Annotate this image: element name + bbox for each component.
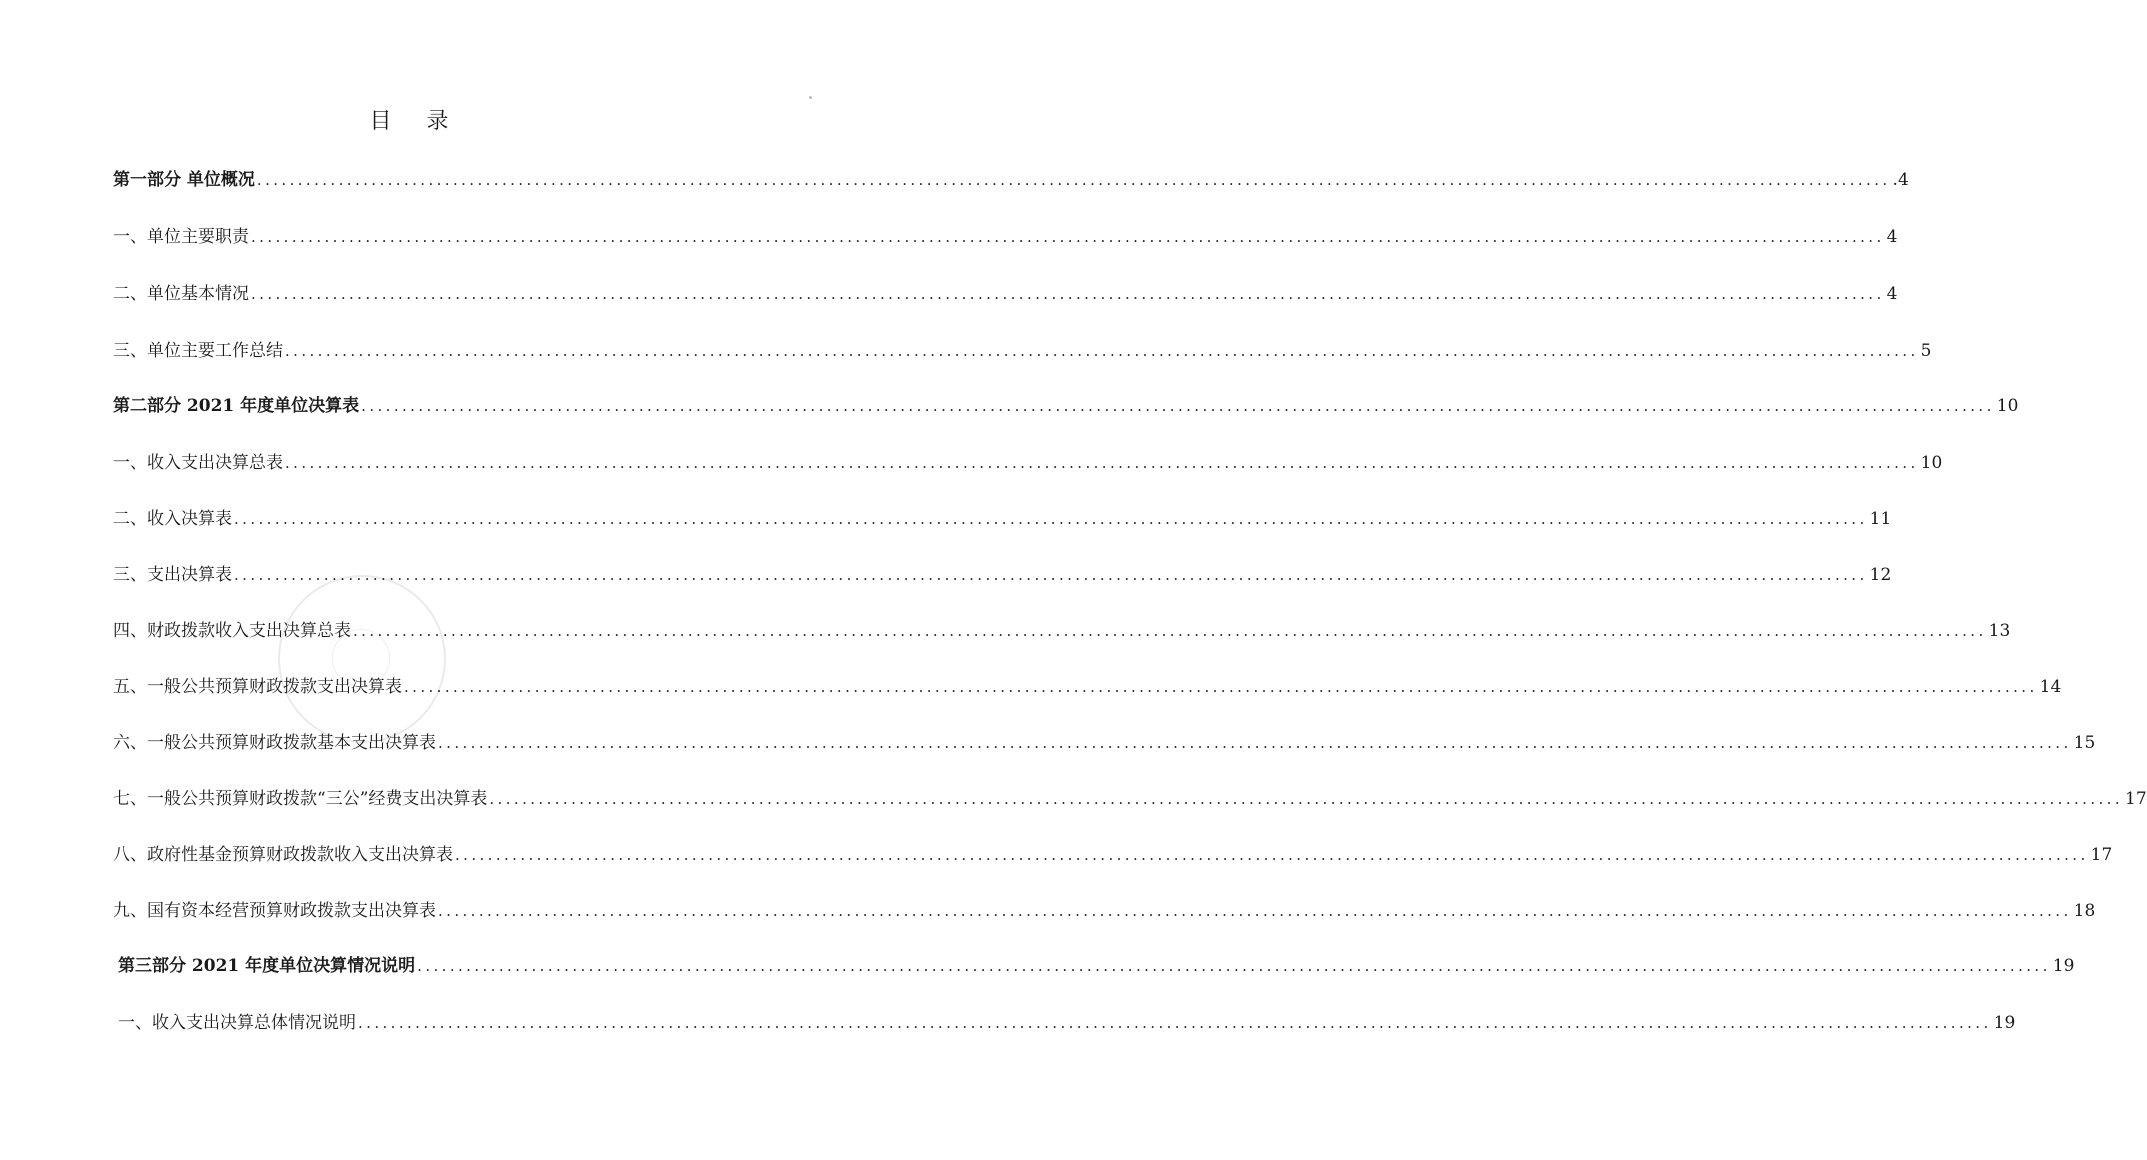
- toc-entry[interactable]: [118, 954, 2075, 978]
- toc-entry-label: 五、一般公共预算财政拨款支出决算表: [113, 677, 402, 697]
- toc-leader-dots: ........................................................................................................................................................................................................: [256, 171, 1891, 189]
- toc-entry-page-number: 4: [1886, 284, 1898, 304]
- toc-leader-dots: ........................................................................................................................................................................................................: [285, 454, 1919, 472]
- toc-entry-page-number: 19: [2052, 956, 2075, 976]
- toc-entry[interactable]: [113, 675, 2062, 699]
- toc-entry-page-number: 10: [1996, 396, 2019, 416]
- toc-leader-dots: ........................................................................................................................................................................................................: [361, 397, 1995, 415]
- toc-leader-dots: ........................................................................................................................................................................................................: [251, 285, 1885, 303]
- toc-entry[interactable]: [113, 282, 1898, 306]
- toc-entry-label: 九、国有资本经营预算财政拨款支出决算表: [113, 901, 436, 921]
- toc-leader-dots: ........................................................................................................................................................................................................: [234, 510, 1868, 528]
- toc-entry-label: 三、单位主要工作总结: [113, 341, 283, 361]
- toc-entry[interactable]: [113, 843, 2113, 867]
- toc-entry-label: 七、一般公共预算财政拨款“三公”经费支出决算表: [113, 789, 488, 809]
- toc-leader-dots: ........................................................................................................................................................................................................: [404, 678, 2038, 696]
- toc-leader-dots: ........................................................................................................................................................................................................: [353, 622, 1987, 640]
- toc-leader-dots: ........................................................................................................................................................................................................: [251, 228, 1885, 246]
- toc-leader-dots: ........................................................................................................................................................................................................: [417, 957, 2051, 975]
- toc-entry-page-number: 19: [1993, 1013, 2016, 1033]
- scan-speck: [809, 96, 812, 99]
- toc-leader-dots: ........................................................................................................................................................................................................: [438, 734, 2072, 752]
- toc-entry[interactable]: [113, 394, 2019, 418]
- toc-entry-label: 一、收入支出决算总体情况说明: [118, 1013, 356, 1033]
- toc-entry-label: 三、支出决算表: [113, 565, 232, 585]
- toc-leader-dots: ........................................................................................................................................................................................................: [358, 1014, 1992, 1032]
- toc-entry-label: 一、单位主要职责: [113, 227, 249, 247]
- toc-entry-page-number: 14: [2039, 677, 2062, 697]
- toc-entry[interactable]: [113, 899, 2096, 923]
- toc-leader-dots: ........................................................................................................................................................................................................: [455, 846, 2089, 864]
- toc-entry[interactable]: [113, 731, 2096, 755]
- toc-entry-page-number: 11: [1869, 509, 1892, 529]
- toc-entry-page-number: 13: [1988, 621, 2011, 641]
- toc-entry-page-number: 10: [1920, 453, 1943, 473]
- toc-entry[interactable]: [113, 507, 1892, 531]
- toc-leader-dots: ........................................................................................................................................................................................................: [438, 902, 2072, 920]
- toc-entry-page-number: 12: [1869, 565, 1892, 585]
- toc-entry[interactable]: [118, 1011, 2016, 1035]
- toc-entry[interactable]: [113, 339, 1932, 363]
- toc-entry-label: 四、财政拨款收入支出决算总表: [113, 621, 351, 641]
- toc-entry-page-number: 5: [1920, 341, 1932, 361]
- toc-entry[interactable]: [113, 563, 1892, 587]
- toc-entry-label: 第二部分 2021 年度单位决算表: [113, 396, 360, 416]
- toc-entry-page-number: 18: [2073, 901, 2096, 921]
- toc-leader-dots: ........................................................................................................................................................................................................: [285, 342, 1919, 360]
- toc-entry[interactable]: [113, 787, 2147, 811]
- faint-seal-stamp: [278, 575, 446, 743]
- toc-entry-label: 二、收入决算表: [113, 509, 232, 529]
- toc-entry-label: 八、政府性基金预算财政拨款收入支出决算表: [113, 845, 453, 865]
- toc-entry-page-number: 15: [2073, 733, 2096, 753]
- toc-entry[interactable]: [113, 168, 1909, 192]
- toc-entry[interactable]: [113, 619, 2011, 643]
- toc-entry-label: 第一部分 单位概况: [113, 170, 255, 190]
- toc-entry-label: 一、收入支出决算总表: [113, 453, 283, 473]
- toc-entry[interactable]: [113, 225, 1898, 249]
- toc-entry-label: 第三部分 2021 年度单位决算情况说明: [118, 956, 416, 976]
- toc-title: 目 录: [369, 109, 463, 134]
- toc-entry-page-number: 4: [1886, 227, 1898, 247]
- toc-entry[interactable]: [113, 451, 1943, 475]
- toc-entry-label: 六、一般公共预算财政拨款基本支出决算表: [113, 733, 436, 753]
- toc-leader-dots: ........................................................................................................................................................................................................: [234, 566, 1868, 584]
- toc-entry-label: 二、单位基本情况: [113, 284, 249, 304]
- toc-entry-page-number: 17: [2125, 789, 2147, 809]
- toc-entry-page-number: .4: [1892, 170, 1909, 190]
- toc-leader-dots: ........................................................................................................................................................................................................: [489, 790, 2124, 808]
- toc-entry-page-number: 17: [2090, 845, 2113, 865]
